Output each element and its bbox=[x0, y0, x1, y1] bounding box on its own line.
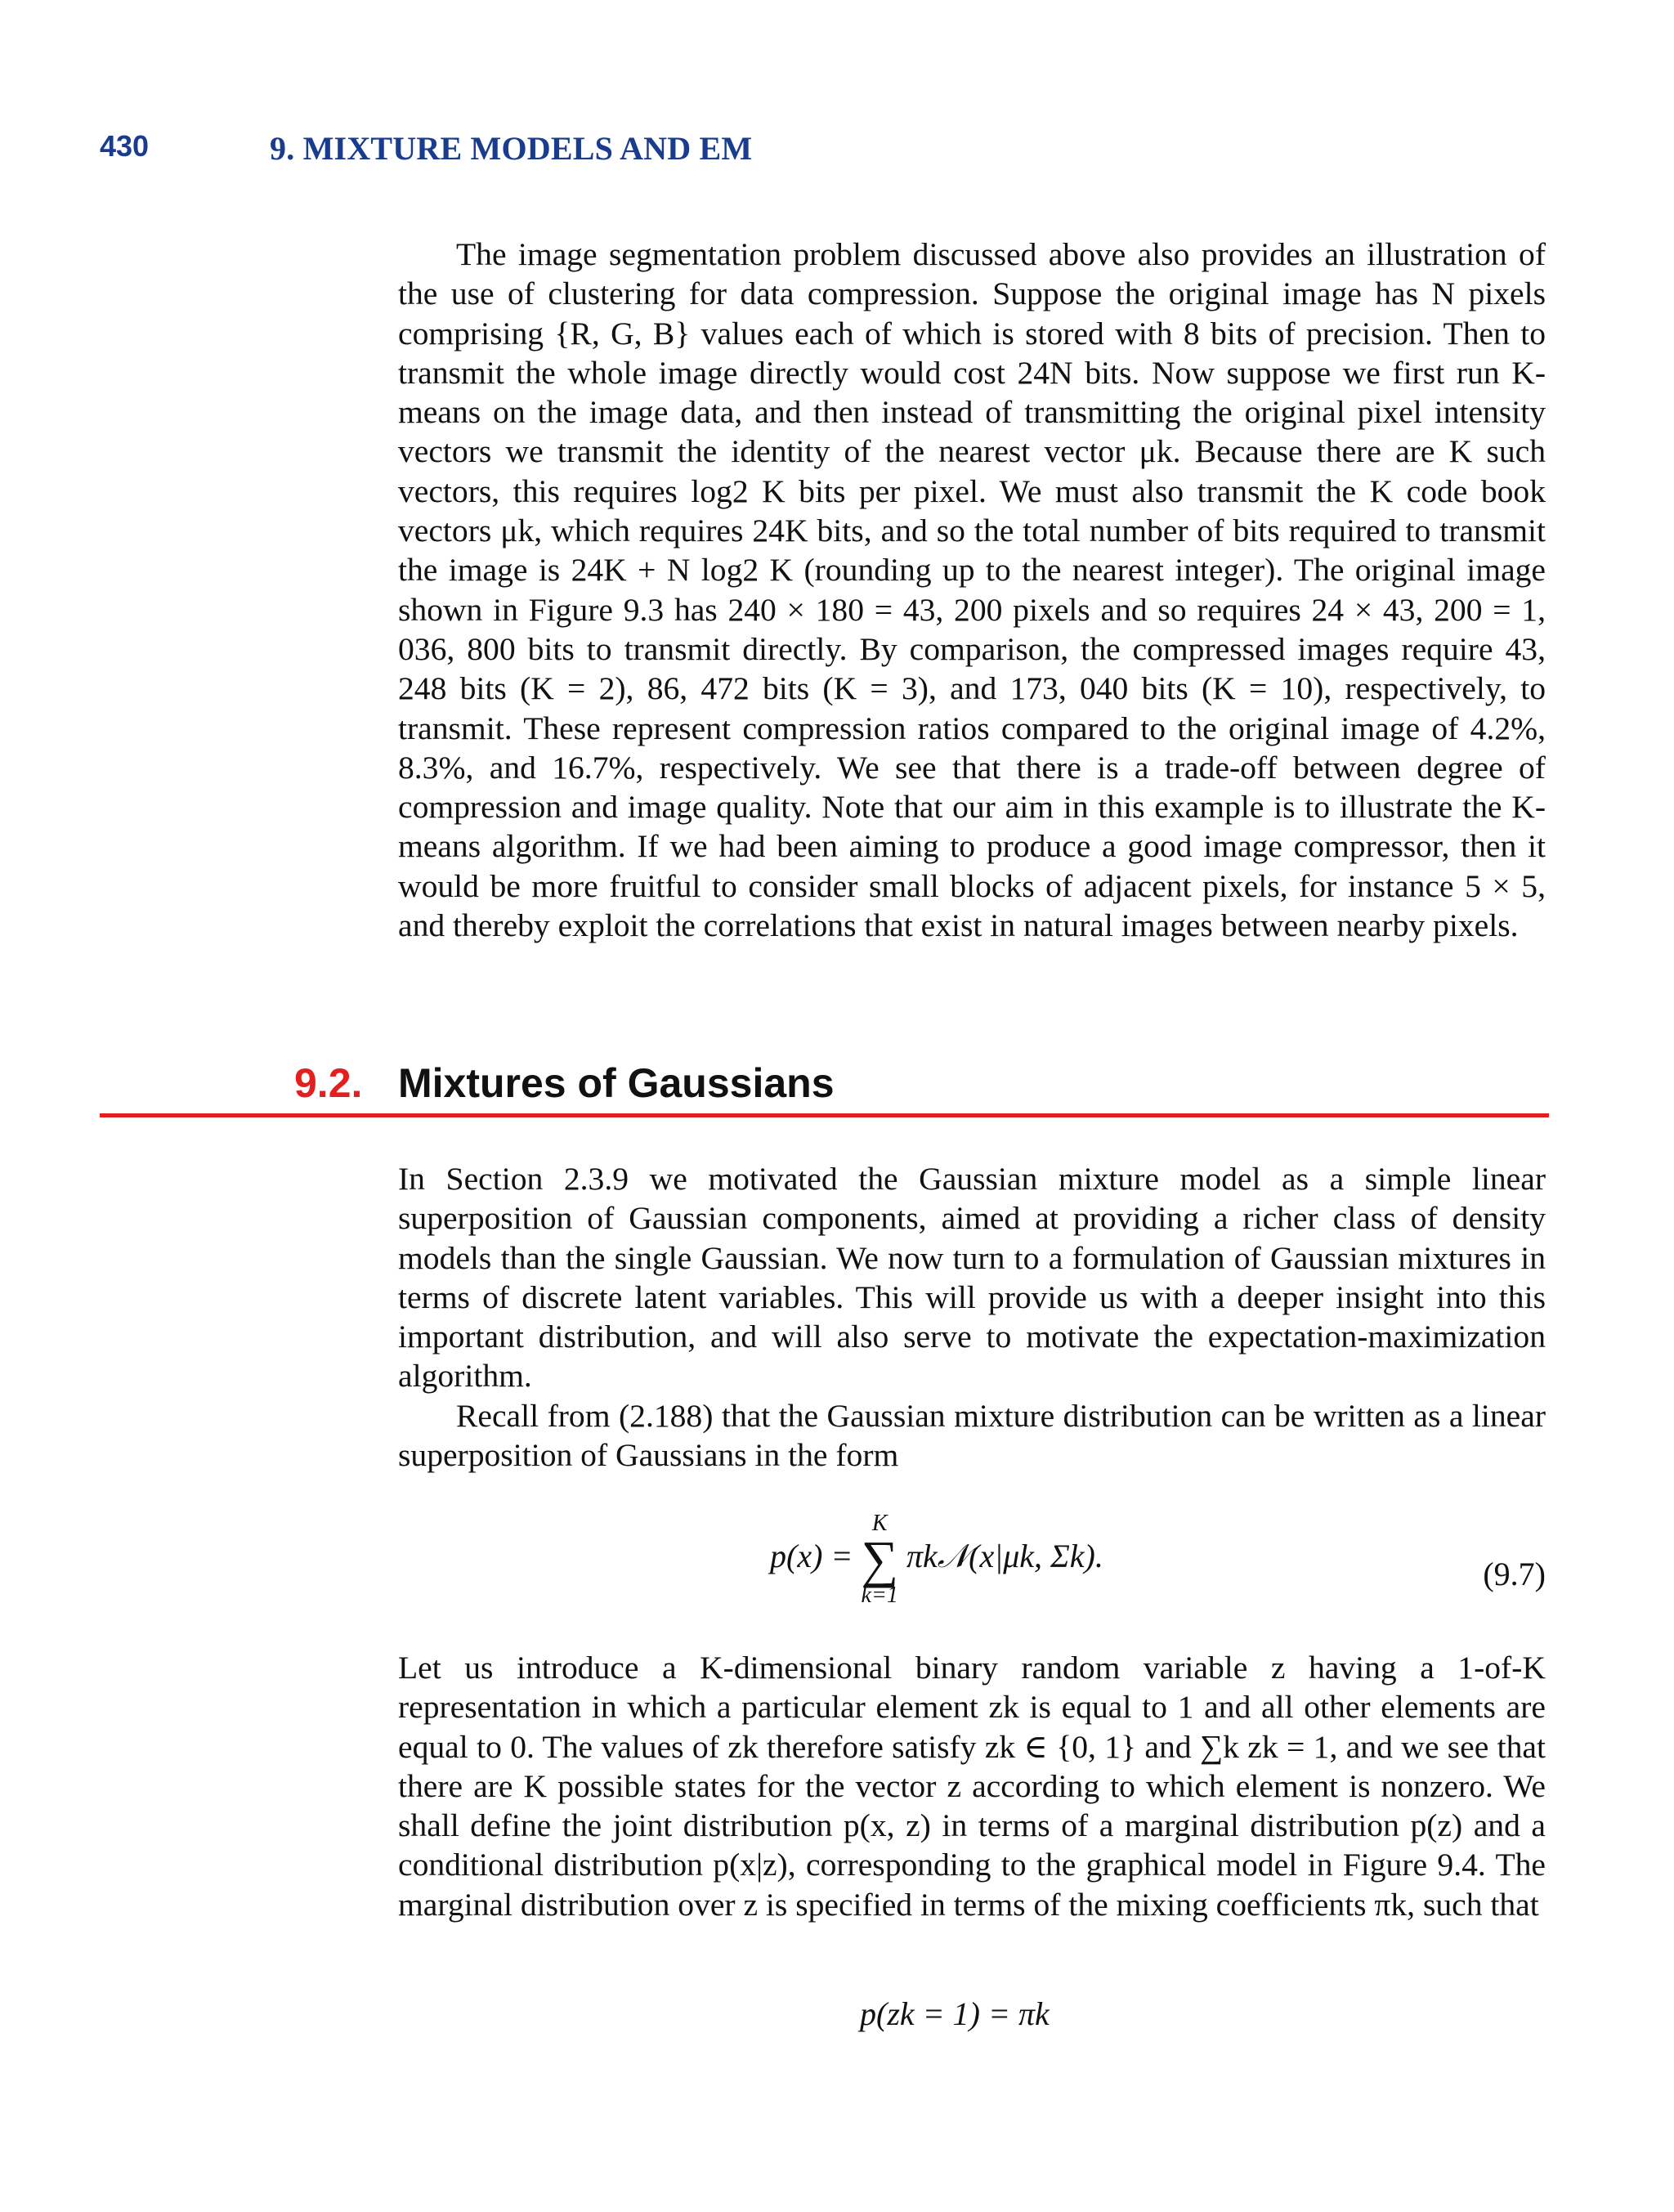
equation-9-7-body bbox=[770, 1512, 1103, 1607]
equation-9-7 bbox=[398, 1501, 1546, 1623]
intro-paragraph: The image segmentation problem discussed above also provides an illustration of the use of clustering for data compression. Suppose the original image has N pixels comprising {R, G, B} values each of which is stored with 8 bits of precision. Then to transmit the whole image directly would cost 24N bits. Now suppose we first run K-means on the image data, and then instead of transmitting the original pixel intensity vectors we transmit the identity of the nearest vector μk. Because there are K such vectors, this requires log2 K bits per pixel. We must also transmit the K code book vectors μk, which requires 24K bits, and so the total number of bits required to transmit the image is 24K + N log2 K (rounding up to the nearest integer). The original image shown in Figure 9.3 has 240 × 180 = 43, 200 pixels and so requires 24 × 43, 200 = 1, 036, 800 bits to transmit directly. By comparison, the compressed images require 43, 248 bits (K = 2), 86, 472 bits (K = 3), and 173, 040 bits (K = 10), respectively, to transmit. These represent compression ratios compared to the original image of 4.2%, 8.3%, and 16.7%, respectively. We see that there is a trade-off between degree of compression and image quality. Note that our aim in this example is to illustrate the K-means algorithm. If we had been aiming to produce a good image compressor, then it would be more fruitful to consider small blocks of adjacent pixels, for instance 5 × 5, and thereby exploit the correlations that exist in natural images between nearby pixels. bbox=[398, 236, 1546, 944]
section-title: Mixtures of Gaussians bbox=[398, 1060, 835, 1106]
running-head: 9. MIXTURE MODELS AND EM bbox=[270, 130, 753, 167]
section-paragraph-1: In Section 2.3.9 we motivated the Gaussian mixture model as a simple linear superposition of Gaussian components, aimed at providing a richer class of density models than the single Gaussian. We now turn to a formulation of Gaussian mixtures in terms of discrete latent variables. This will provide us with a deeper insight into this important distribution, and will also serve to motivate the expectation-maximization algorithm. bbox=[398, 1161, 1546, 1395]
equation-9-7-lhs: p(x) = bbox=[770, 1538, 853, 1575]
summation-symbol: ∑ bbox=[861, 1530, 899, 1588]
section-number: 9.2. bbox=[294, 1060, 363, 1106]
section-paragraph-2: Recall from (2.188) that the Gaussian mixture distribution can be written as a linear superposition of Gaussians in the form bbox=[398, 1397, 1546, 1474]
page-header bbox=[100, 129, 1555, 178]
section-body-1 bbox=[398, 1159, 1546, 1475]
summation-upper-limit: K bbox=[871, 1511, 888, 1536]
equation-9-7-rhs: πk𝒩(x|μk, Σk). bbox=[906, 1538, 1103, 1575]
equation-zk bbox=[398, 1995, 1546, 2044]
summation-lower-limit: k=1 bbox=[861, 1583, 898, 1608]
section-rule bbox=[100, 1113, 1549, 1117]
summation-sign bbox=[861, 1512, 898, 1607]
section-paragraph-3: Let us introduce a K-dimensional binary random variable z having a 1-of-K representation in which a particular element zk is equal to 1 and all other elements are equal to 0. The values of zk therefore satisfy zk ∈ {0, 1} and ∑k zk = 1, and we see that there are K possible states for the vector z according to which element is nonzero. We shall define the joint distribution p(x, z) in terms of a marginal distribution p(z) and a conditional distribution p(x|z), corresponding to the graphical model in Figure 9.4. The marginal distribution over z is specified in terms of the mixing coefficients πk, such that bbox=[398, 1650, 1546, 1923]
equation-zk-body: p(zk = 1) = πk bbox=[860, 1995, 1050, 2032]
page-number: 430 bbox=[100, 129, 150, 163]
intro-paragraph-block bbox=[398, 235, 1546, 945]
section-body-2 bbox=[398, 1648, 1546, 1924]
equation-number: (9.7) bbox=[1483, 1556, 1546, 1592]
section-heading bbox=[100, 1059, 1555, 1125]
